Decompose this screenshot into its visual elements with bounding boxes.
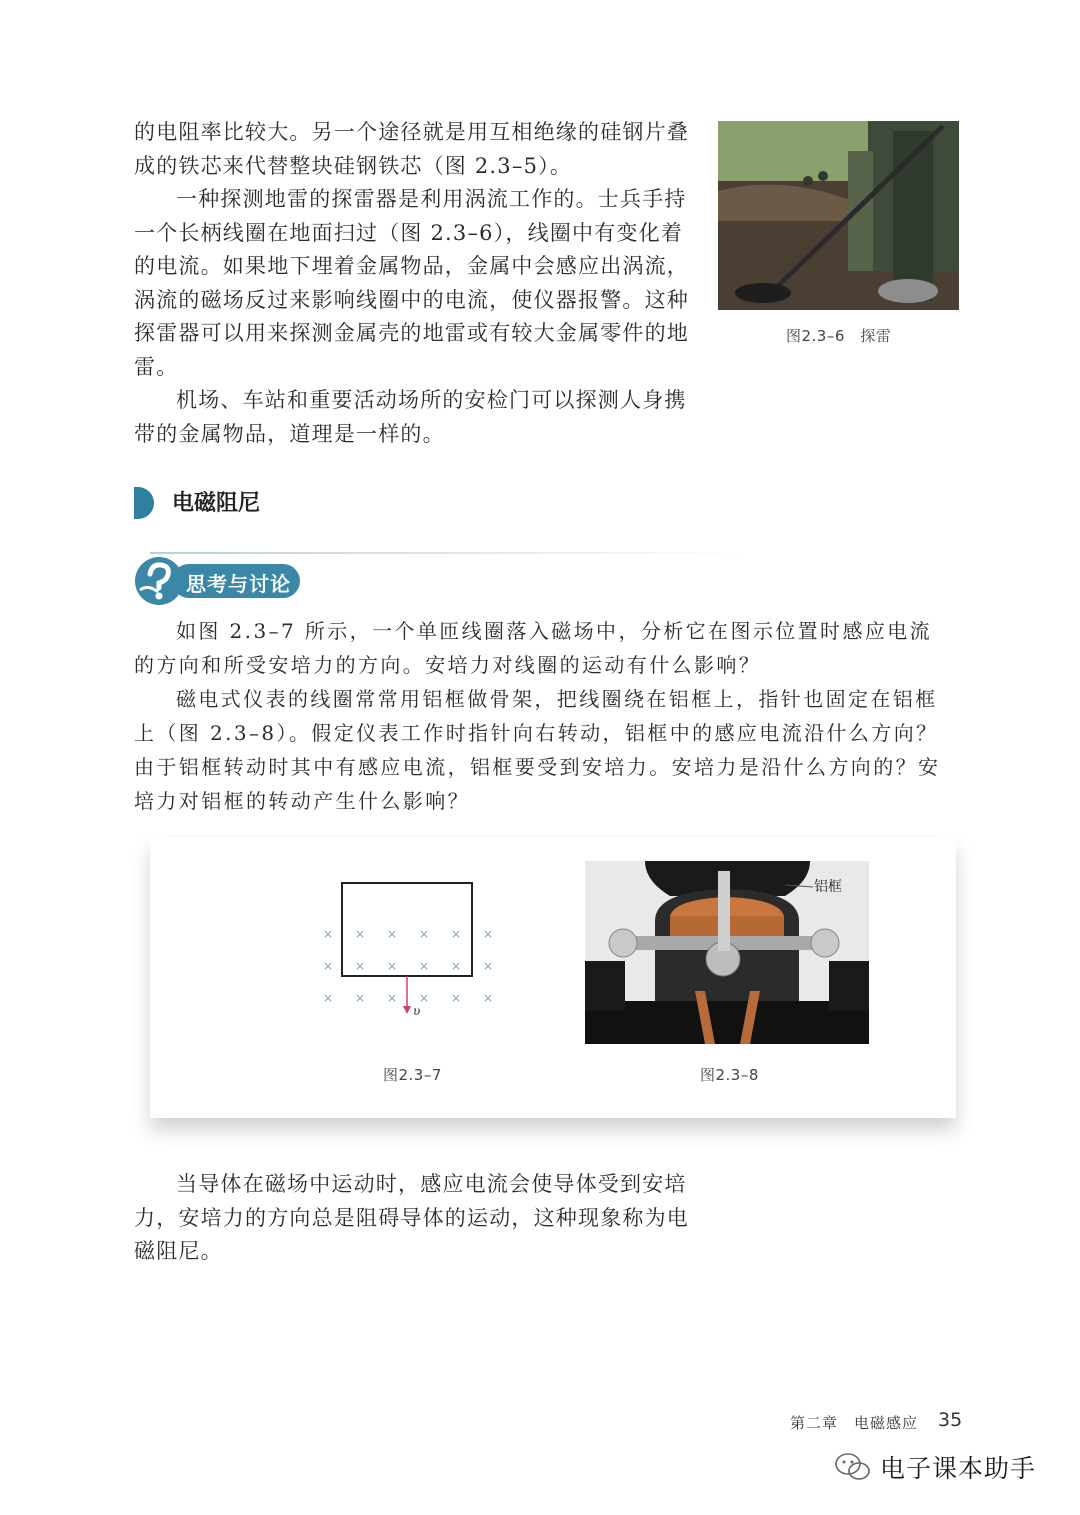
wechat-icon (835, 1452, 871, 1482)
figure-2-3-7-coil-diagram (312, 870, 502, 1030)
field-cross: × (387, 959, 398, 973)
question-icon (134, 556, 184, 606)
ammeter-aluminum-frame-photo (585, 861, 869, 1044)
field-cross: × (483, 959, 494, 973)
page-number: 35 (938, 1409, 963, 1431)
discussion-title: 思考与讨论 (186, 572, 291, 596)
field-cross: × (483, 991, 494, 1005)
body-paragraph-1: 的电阻率比较大。另一个途径就是用互相绝缘的硅钢片叠成的铁芯来代替整块硅钢铁芯（图 2.3–5）。 (134, 120, 689, 178)
section-title: 电磁阻尼 (172, 491, 261, 516)
field-cross: × (419, 959, 430, 973)
field-cross: × (355, 927, 366, 941)
velocity-label: υ (413, 1004, 421, 1018)
field-cross: × (323, 959, 334, 973)
field-cross: × (355, 959, 366, 973)
watermark-text: 电子课本助手 (880, 1454, 1037, 1483)
section-marker (134, 487, 154, 519)
field-cross: × (451, 991, 462, 1005)
discussion-paragraph-2: 磁电式仪表的线圈常常用铝框做骨架，把线圈绕在铝框上，指针也固定在铝框上（图 2.3–8）。假定仪表工作时指针向右转动，铝框中的感应电流沿什么方向？由于铝框转动时其中有感应电流，铝框要受到安培力。安培力是沿什么方向的？安培力对铝框的转动产生什么影响？ (134, 687, 941, 813)
chapter-title: 第二章 电磁感应 (790, 1414, 919, 1432)
field-cross: × (419, 927, 430, 941)
field-cross: × (355, 991, 366, 1005)
mine-detector-photo (718, 121, 959, 310)
discussion-divider (150, 552, 750, 554)
field-cross: × (451, 927, 462, 941)
field-cross: × (387, 991, 398, 1005)
figure-2-3-8-caption: 图2.3–8 (700, 1066, 759, 1084)
figure-2-3-6-caption: 图2.3–6 探雷 (786, 327, 892, 345)
field-cross: × (419, 991, 430, 1005)
aluminum-frame-label: 铝框 (814, 879, 842, 895)
body-paragraph-2: 一种探测地雷的探雷器是利用涡流工作的。士兵手持一个长柄线圈在地面扫过（图 2.3–6），线圈中有变化着的电流。如果地下埋着金属物品，金属中会感应出涡流，涡流的磁场反过来影响线圈中的电流，使仪器报警。这种探雷器可以用来探测金属壳的地雷或有较大金属零件的地雷。 (134, 187, 689, 379)
body-paragraph-4: 当导体在磁场中运动时，感应电流会使导体受到安培力，安培力的方向总是阻碍导体的运动，这种现象称为电磁阻尼。 (134, 1172, 689, 1263)
discussion-paragraph-1: 如图 2.3–7 所示，一个单匝线圈落入磁场中，分析它在图示位置时感应电流的方向和所受安培力的方向。安培力对线圈的运动有什么影响？ (134, 619, 933, 677)
field-cross: × (387, 927, 398, 941)
field-cross: × (451, 959, 462, 973)
body-paragraph-3: 机场、车站和重要活动场所的安检门可以探测人身携带的金属物品，道理是一样的。 (134, 388, 687, 446)
field-cross: × (483, 927, 494, 941)
field-cross: × (323, 991, 334, 1005)
field-cross: × (323, 927, 334, 941)
figure-2-3-7-caption: 图2.3–7 (383, 1066, 442, 1084)
